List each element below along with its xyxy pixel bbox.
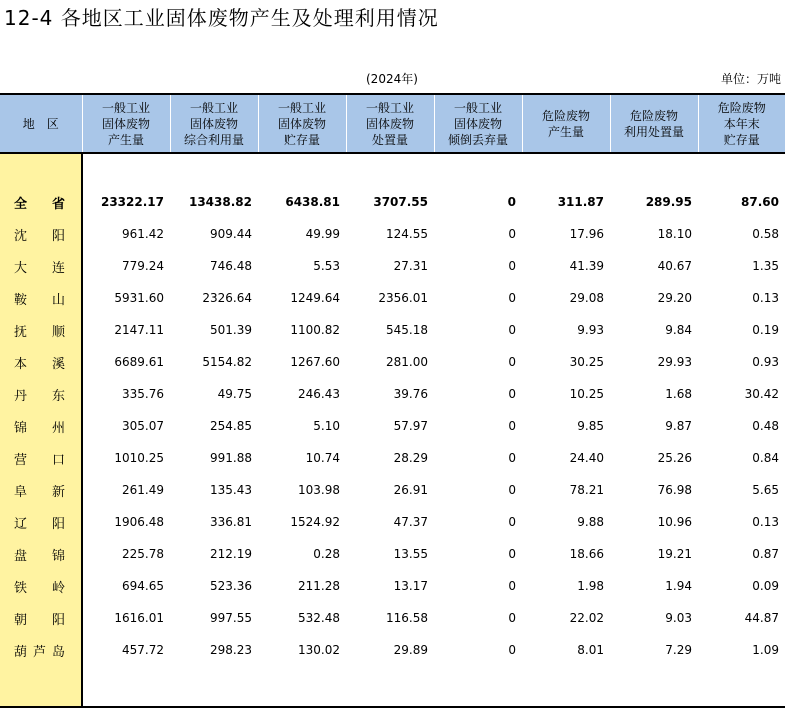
value-cell: 116.58 xyxy=(386,611,428,625)
header-line: 产生量 xyxy=(107,132,144,147)
value-cell: 0.84 xyxy=(752,451,779,465)
region-cell: 铁岭 xyxy=(0,570,82,602)
column-header xyxy=(346,94,434,153)
value-cell: 10.25 xyxy=(569,387,604,401)
table-row xyxy=(0,538,785,570)
value-cell: 87.60 xyxy=(741,195,779,209)
column-header xyxy=(698,94,785,153)
region-cell: 营口 xyxy=(0,442,82,474)
value-cell: 501.39 xyxy=(210,323,252,337)
value-cell: 532.48 xyxy=(298,611,340,625)
table-row xyxy=(0,634,785,666)
table-body xyxy=(0,153,785,707)
value-cell: 261.49 xyxy=(122,483,164,497)
value-cell: 0 xyxy=(508,483,516,497)
value-cell: 9.93 xyxy=(577,323,604,337)
value-cell: 135.43 xyxy=(210,483,252,497)
region-cell: 辽阳 xyxy=(0,506,82,538)
value-cell: 6689.61 xyxy=(114,355,164,369)
value-cell: 0 xyxy=(508,579,516,593)
value-cell: 997.55 xyxy=(210,611,252,625)
value-cell: 39.76 xyxy=(393,387,428,401)
value-cell: 0 xyxy=(508,355,516,369)
value-cell: 246.43 xyxy=(298,387,340,401)
value-cell: 457.72 xyxy=(122,643,164,657)
value-cell: 130.02 xyxy=(298,643,340,657)
value-cell: 5.10 xyxy=(313,419,340,433)
value-cell: 225.78 xyxy=(122,547,164,561)
value-cell: 6438.81 xyxy=(285,195,340,209)
value-cell: 336.81 xyxy=(210,515,252,529)
header-line: 固体废物 xyxy=(453,116,502,131)
value-cell: 13438.82 xyxy=(188,195,252,209)
value-cell: 44.87 xyxy=(744,611,779,625)
value-cell: 779.24 xyxy=(122,259,164,273)
header-line: 利用处置量 xyxy=(623,124,684,139)
value-cell: 30.25 xyxy=(569,355,604,369)
table-row xyxy=(0,474,785,506)
header-line: 一般工业 xyxy=(277,100,326,115)
value-cell: 40.67 xyxy=(657,259,692,273)
column-header xyxy=(522,94,610,153)
value-cell: 289.95 xyxy=(645,195,692,209)
value-cell: 1010.25 xyxy=(114,451,164,465)
value-cell: 5154.82 xyxy=(202,355,252,369)
header-line: 固体废物 xyxy=(101,116,150,131)
region-cell: 沈阳 xyxy=(0,218,82,250)
value-cell: 545.18 xyxy=(386,323,428,337)
value-cell: 311.87 xyxy=(557,195,604,209)
header-row xyxy=(0,94,785,153)
value-cell: 9.03 xyxy=(665,611,692,625)
value-cell: 76.98 xyxy=(657,483,692,497)
value-cell: 57.97 xyxy=(393,419,428,433)
value-cell: 298.23 xyxy=(210,643,252,657)
header-line: 危险废物 xyxy=(541,108,590,123)
value-cell: 2147.11 xyxy=(114,323,164,337)
value-cell: 1100.82 xyxy=(290,323,340,337)
value-cell: 0.87 xyxy=(752,547,779,561)
value-cell: 0 xyxy=(508,547,516,561)
value-cell: 18.66 xyxy=(569,547,604,561)
table-row xyxy=(0,602,785,634)
value-cell: 281.00 xyxy=(386,355,428,369)
value-cell: 28.29 xyxy=(393,451,428,465)
value-cell: 694.65 xyxy=(122,579,164,593)
header-line: 一般工业 xyxy=(365,100,414,115)
value-cell: 0.48 xyxy=(752,419,779,433)
value-cell: 1267.60 xyxy=(290,355,340,369)
value-cell: 10.74 xyxy=(305,451,340,465)
value-cell: 0.93 xyxy=(752,355,779,369)
value-cell: 25.26 xyxy=(657,451,692,465)
value-cell: 909.44 xyxy=(210,227,252,241)
value-cell: 3707.55 xyxy=(373,195,428,209)
value-cell: 29.89 xyxy=(393,643,428,657)
value-cell: 7.29 xyxy=(665,643,692,657)
value-cell: 1906.48 xyxy=(114,515,164,529)
value-cell: 212.19 xyxy=(210,547,252,561)
value-cell: 991.88 xyxy=(210,451,252,465)
table-row xyxy=(0,442,785,474)
value-cell: 18.10 xyxy=(657,227,692,241)
page-title: 12-4 各地区工业固体废物产生及处理利用情况 xyxy=(4,6,439,30)
column-header-region xyxy=(0,94,82,153)
value-cell: 22.02 xyxy=(569,611,604,625)
value-cell: 1.68 xyxy=(665,387,692,401)
total-row xyxy=(0,186,785,218)
column-header xyxy=(170,94,258,153)
value-cell: 1249.64 xyxy=(290,291,340,305)
column-header xyxy=(258,94,346,153)
value-cell: 29.93 xyxy=(657,355,692,369)
header-line: 固体废物 xyxy=(189,116,238,131)
value-cell: 41.39 xyxy=(569,259,604,273)
header-line: 综合利用量 xyxy=(183,132,244,147)
value-cell: 1616.01 xyxy=(114,611,164,625)
region-cell: 盘锦 xyxy=(0,538,82,570)
value-cell: 10.96 xyxy=(657,515,692,529)
value-cell: 254.85 xyxy=(210,419,252,433)
value-cell: 30.42 xyxy=(744,387,779,401)
table-row xyxy=(0,378,785,410)
table-row xyxy=(0,410,785,442)
value-cell: 49.99 xyxy=(305,227,340,241)
value-cell: 0 xyxy=(508,259,516,273)
value-cell: 26.91 xyxy=(393,483,428,497)
value-cell: 9.87 xyxy=(665,419,692,433)
spacer-row xyxy=(0,153,785,186)
waste-table xyxy=(0,93,785,708)
value-cell: 0 xyxy=(508,451,516,465)
value-cell: 103.98 xyxy=(298,483,340,497)
value-cell: 0.09 xyxy=(752,579,779,593)
value-cell: 0 xyxy=(508,643,516,657)
region-cell: 葫芦岛 xyxy=(0,634,82,666)
table-row xyxy=(0,346,785,378)
value-cell: 124.55 xyxy=(386,227,428,241)
value-cell: 0.58 xyxy=(752,227,779,241)
value-cell: 5931.60 xyxy=(114,291,164,305)
value-cell: 27.31 xyxy=(393,259,428,273)
value-cell: 1.98 xyxy=(577,579,604,593)
header-line: 一般工业 xyxy=(189,100,238,115)
value-cell: 1.09 xyxy=(752,643,779,657)
value-cell: 961.42 xyxy=(122,227,164,241)
value-cell: 47.37 xyxy=(393,515,428,529)
value-cell: 1.94 xyxy=(665,579,692,593)
value-cell: 13.55 xyxy=(393,547,428,561)
value-cell: 9.88 xyxy=(577,515,604,529)
region-cell: 锦州 xyxy=(0,410,82,442)
spacer-row xyxy=(0,666,785,707)
value-cell: 29.20 xyxy=(657,291,692,305)
value-cell: 523.36 xyxy=(210,579,252,593)
value-cell: 0.19 xyxy=(752,323,779,337)
column-header xyxy=(82,94,170,153)
header-line: 危险废物 xyxy=(717,100,766,115)
value-cell: 0.13 xyxy=(752,291,779,305)
header-line: 贮存量 xyxy=(723,132,760,147)
value-cell: 78.21 xyxy=(569,483,604,497)
value-cell: 5.53 xyxy=(313,259,340,273)
value-cell: 23322.17 xyxy=(100,195,164,209)
header-line: 贮存量 xyxy=(283,132,320,147)
unit-label: 单位：万吨 xyxy=(720,72,781,86)
header-line: 一般工业 xyxy=(453,100,502,115)
value-cell: 746.48 xyxy=(210,259,252,273)
region-cell: 朝阳 xyxy=(0,602,82,634)
value-cell: 0 xyxy=(508,291,516,305)
value-cell: 0 xyxy=(508,227,516,241)
value-cell: 1524.92 xyxy=(290,515,340,529)
value-cell: 0.28 xyxy=(313,547,340,561)
column-header xyxy=(610,94,698,153)
value-cell: 13.17 xyxy=(393,579,428,593)
value-cell: 0 xyxy=(507,195,516,209)
value-cell: 8.01 xyxy=(577,643,604,657)
value-cell: 0 xyxy=(508,323,516,337)
table-row xyxy=(0,218,785,250)
value-cell: 0 xyxy=(508,419,516,433)
header-line: 倾倒丢弃量 xyxy=(447,132,508,147)
value-cell: 5.65 xyxy=(752,483,779,497)
value-cell: 29.08 xyxy=(569,291,604,305)
header-line: 固体废物 xyxy=(365,116,414,131)
value-cell: 9.85 xyxy=(577,419,604,433)
value-cell: 211.28 xyxy=(298,579,340,593)
header-line: 处置量 xyxy=(371,132,408,147)
year-label: (2024年) xyxy=(366,72,418,86)
value-cell: 24.40 xyxy=(569,451,604,465)
table-row xyxy=(0,314,785,346)
value-cell: 17.96 xyxy=(569,227,604,241)
value-cell: 0 xyxy=(508,515,516,529)
table-row xyxy=(0,250,785,282)
value-cell: 1.35 xyxy=(752,259,779,273)
value-cell: 2326.64 xyxy=(202,291,252,305)
value-cell: 335.76 xyxy=(122,387,164,401)
header-line: 本年末 xyxy=(723,116,760,131)
value-cell: 49.75 xyxy=(217,387,252,401)
column-header xyxy=(434,94,522,153)
header-line: 地 区 xyxy=(22,116,59,131)
region-cell: 大连 xyxy=(0,250,82,282)
region-cell: 本溪 xyxy=(0,346,82,378)
value-cell: 2356.01 xyxy=(378,291,428,305)
header-line: 一般工业 xyxy=(101,100,150,115)
table-row xyxy=(0,570,785,602)
region-cell: 全省 xyxy=(0,186,82,218)
value-cell: 0 xyxy=(508,611,516,625)
value-cell: 305.07 xyxy=(122,419,164,433)
value-cell: 0 xyxy=(508,387,516,401)
region-cell: 阜新 xyxy=(0,474,82,506)
table-row xyxy=(0,282,785,314)
value-cell: 9.84 xyxy=(665,323,692,337)
header-line: 危险废物 xyxy=(629,108,678,123)
header-line: 产生量 xyxy=(547,124,584,139)
table-row xyxy=(0,506,785,538)
header-line: 固体废物 xyxy=(277,116,326,131)
value-cell: 0.13 xyxy=(752,515,779,529)
region-cell: 抚顺 xyxy=(0,314,82,346)
region-cell: 丹东 xyxy=(0,378,82,410)
region-cell: 鞍山 xyxy=(0,282,82,314)
value-cell: 19.21 xyxy=(657,547,692,561)
